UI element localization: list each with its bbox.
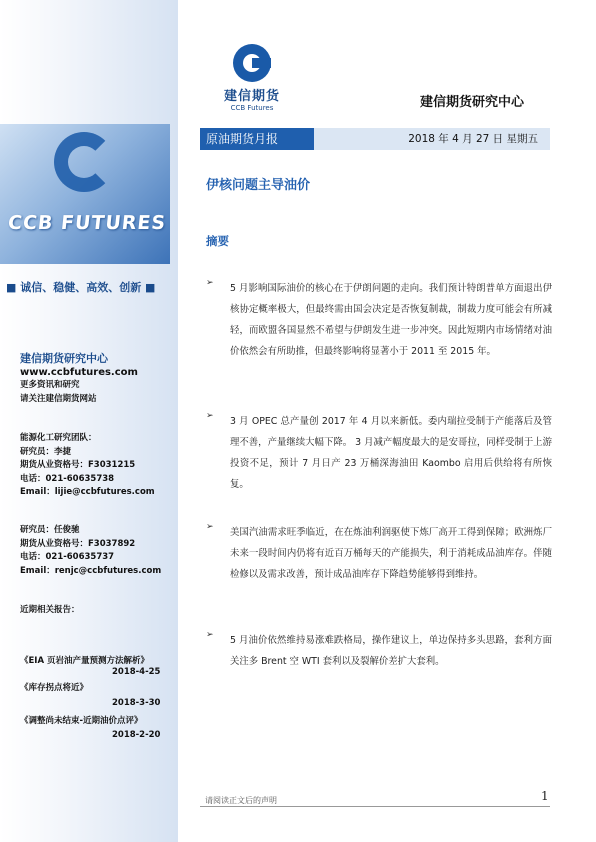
abstract-title: 摘要 xyxy=(206,234,229,248)
team-title: 能源化工研究团队： xyxy=(20,433,97,443)
contact-line: 请关注建信期货网站 xyxy=(20,393,97,404)
footer-divider xyxy=(200,806,550,807)
abstract-bullet xyxy=(206,630,552,672)
abstract-bullet xyxy=(206,522,552,585)
report-date: 2018-3-30 xyxy=(112,698,161,708)
report-date: 2018-4-25 xyxy=(112,667,161,677)
arrow-bullet-icon: ➢ xyxy=(206,630,214,640)
bullet-text: 5 月油价依然维持易涨难跌格局，操作建议上，单边保持多头思路，套利方面关注多 Brent 空 WTI 套利以及裂解价差扩大套利。 xyxy=(230,635,552,667)
report-date-header: 2018 年 4 月 27 日 星期五 xyxy=(314,128,550,150)
analyst-license: 期货从业资格号：F3031215 xyxy=(20,460,136,470)
contact-block xyxy=(20,352,138,406)
ccb-logo-icon xyxy=(233,44,271,82)
analyst-name: 研究员：任俊驰 xyxy=(20,525,80,535)
analyst-email[interactable]: Email：lijie@ccbfutures.com xyxy=(20,487,155,497)
analyst-license: 期货从业资格号：F3037892 xyxy=(20,538,136,549)
analyst-phone: 电话：021-60635737 xyxy=(20,552,115,562)
page-title: 伊核问题主导油价 xyxy=(206,178,311,193)
recent-reports-title: 近期相关报告： xyxy=(20,605,80,615)
report-title[interactable]: 《库存拐点将近》 xyxy=(20,683,89,693)
analyst-name: 研究员：李捷 xyxy=(20,446,72,457)
disclaimer-note: 请阅读正文后的声明 xyxy=(205,796,277,805)
bullet-text: 美国汽油需求旺季临近，在在炼油利润驱使下炼厂高开工得到保障；欧洲炼厂未来一段时间内仍将有近百万桶每天的产能损失，利于消耗成品油库存。伴随检修以及需求改善，预计成品油库存下降趋势能够得到维持。 xyxy=(230,527,552,580)
ccb-logo-swirl-icon xyxy=(54,132,114,192)
website-link[interactable]: www.ccbfutures.com xyxy=(20,366,138,378)
report-title[interactable]: 《调整尚未结束-近期油价点评》 xyxy=(20,716,143,726)
abstract-bullet xyxy=(206,278,552,362)
logo-en: CCB Futures xyxy=(230,104,274,112)
hero-image xyxy=(0,124,170,264)
arrow-bullet-icon: ➢ xyxy=(206,522,214,532)
analyst-block-1 xyxy=(20,432,155,500)
company-logo xyxy=(208,44,296,114)
report-header-bar xyxy=(200,128,550,150)
page-number: 1 xyxy=(541,789,549,803)
bullet-text: 5 月影响国际油价的核心在于伊朗问题的走向。我们预计特朗普单方面退出伊核协定概率极大，但最终需由国会决定是否恢复制裁，制裁力度可能会有所减轻，而欧盟各国显然不希望与伊朗发生进一步冲突。因此短期内市场情绪对油价依然会有所助推，但最终影响将显著小于 2011 至 2015 年。 xyxy=(230,283,552,357)
report-date: 2018-2-20 xyxy=(112,730,161,740)
contact-title: 建信期货研究中心 xyxy=(20,352,108,365)
hero-brand-text: CCB FUTURES xyxy=(6,212,168,234)
bullet-text: 3 月 OPEC 总产量创 2017 年 4 月以来新低。委内瑞拉受制于产能落后及管理不善，产量继续大幅下降。 3 月减产幅度最大的是安哥拉，同样受制于上游投资不足，预计 7 月日产 23 万桶深海油田 Kaombo 启用后供给将有所恢复。 xyxy=(230,416,552,490)
report-title[interactable]: 《EIA 页岩油产量预测方法解析》 xyxy=(20,656,150,666)
research-center-name: 建信期货研究中心 xyxy=(420,95,525,110)
analyst-block-2 xyxy=(20,524,161,578)
analyst-phone: 电话：021-60635738 xyxy=(20,473,115,484)
contact-line: 更多资讯和研究 xyxy=(20,380,80,390)
arrow-bullet-icon: ➢ xyxy=(206,411,214,421)
slogan: ■ 诚信、稳健、高效、创新 ■ xyxy=(6,281,156,294)
logo-cn: 建信期货 xyxy=(223,89,280,104)
report-type: 原油期货月报 xyxy=(200,128,314,150)
analyst-email[interactable]: Email：renjc@ccbfutures.com xyxy=(20,565,162,576)
abstract-bullet xyxy=(206,411,552,495)
arrow-bullet-icon: ➢ xyxy=(206,278,214,288)
